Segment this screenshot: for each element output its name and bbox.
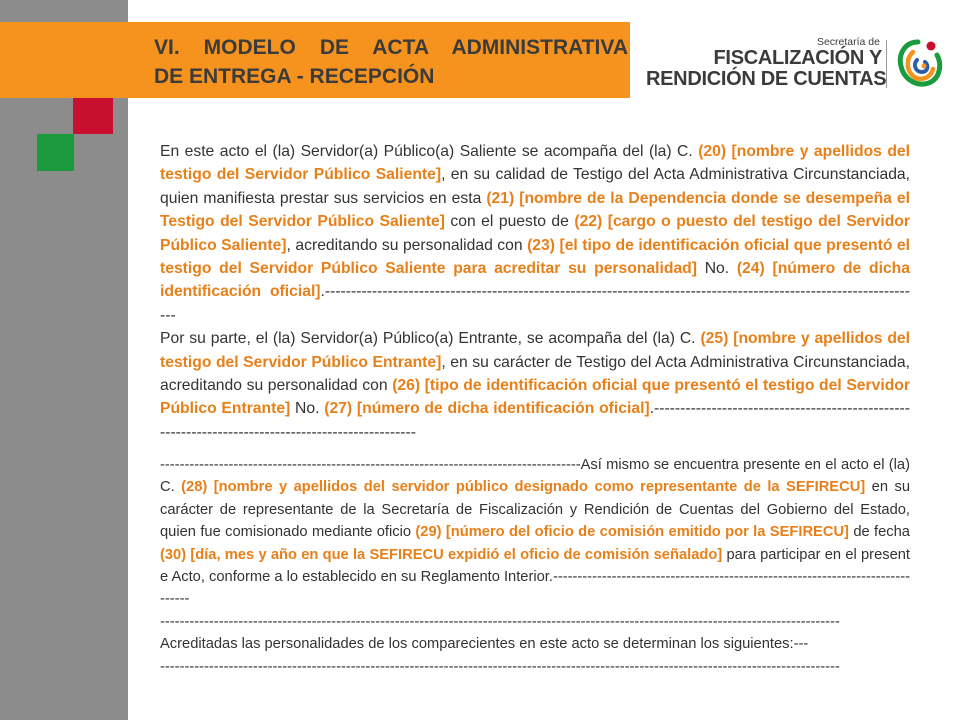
- p2-dashes: .--------------------------------------------------------------------------------------------------: [160, 400, 910, 441]
- logo-text: [646, 36, 887, 92]
- p1-text-4: , acreditando su personalidad con: [286, 236, 528, 254]
- sefirecu-logo: [646, 36, 946, 92]
- secretaria-emblem-icon: [893, 36, 943, 92]
- logo-line-2: RENDICIÓN DE CUENTAS: [646, 68, 887, 90]
- paragraph-3: [160, 454, 910, 611]
- p1-text-1: En este acto el (la) Servidor(a) Público(a) Saliente se acompaña del (la) C.: [160, 143, 699, 160]
- p1-text-2: , en su calidad de Testigo del Acta Administrativa Circunstanciada, quien manifiesta prestar sus servicios en esta: [160, 166, 910, 207]
- p1-dashes: .-------------------------------------------------------------------------------------------------------------------: [160, 283, 910, 324]
- p2-field-25: (25) [nombre y apellidos del testigo del Servidor Público Entrante]: [160, 330, 911, 371]
- p3-text-3: para participar en el presente Acto, conforme a lo establecido en su Reglamento Interior.-------------------------------------------------------------------------------: [160, 546, 910, 608]
- p2-text-2: , en su carácter de Testigo del Acta Administrativa Circunstanciada, acreditando su personalidad con: [160, 353, 910, 395]
- p1-field-21: (21) [nombre de la Dependencia donde se desempeña el Testigo del Servidor Público Saliente]: [160, 189, 910, 231]
- title-banner: [113, 22, 630, 98]
- paragraph-4: [160, 633, 910, 655]
- p2-field-27: (27) [número de dicha identificación oficial]: [324, 400, 650, 418]
- p2-field-26: (26) [tipo de identificación oficial que presentó el testigo del Servidor Público Entrante]: [160, 377, 910, 418]
- p1-field-22: (22) [cargo o puesto del testigo del Servidor Público Saliente]: [160, 213, 910, 254]
- dash-separator-2: -------------------------------------------------------------------------------------------------------------------------------------------: [160, 658, 840, 675]
- paragraph-2: [160, 327, 910, 444]
- p3-field-29: (29) [número del oficio de comisión emitido por la SEFIRECU]: [415, 524, 849, 541]
- title-line-1: VI. MODELO DE ACTA ADMINISTRATIVA: [154, 36, 628, 59]
- p3-field-28: (28) [nombre y apellidos del servidor público designado como representante de la SEFIRECU]: [181, 479, 866, 496]
- orange-block: [0, 22, 113, 98]
- dash-separator-1: -------------------------------------------------------------------------------------------------------------------------------------------: [160, 613, 840, 630]
- p1-field-24: (24) [número de dicha identificación oficial]: [160, 260, 910, 301]
- green-square: [37, 134, 74, 171]
- body-text-lower: [160, 454, 910, 678]
- p3-field-30: (30) [día, mes y año en que la SEFIRECU expidió el oficio de comisión señalado]: [160, 546, 723, 563]
- p1-field-20: (20) [nombre y apellidos del testigo del Servidor Público Saliente]: [160, 143, 911, 184]
- slide-title: [154, 33, 628, 91]
- body-text-upper: [160, 140, 910, 444]
- logo-small-text: Secretaría de: [816, 36, 880, 48]
- logo-separator: [886, 40, 887, 88]
- p3-text-1: en su carácter de representante de la Secretaría de Fiscalización y Rendición de Cuentas del Gobierno del Estado, quien fue comisionado mediante oficio: [160, 479, 910, 541]
- title-line-2: DE ENTREGA - RECEPCIÓN: [154, 65, 435, 88]
- p1-field-23: (23) [el tipo de identificación oficial que presentó el testigo del Servidor Público Saliente para acreditar su personalidad]: [160, 236, 910, 278]
- p3-text-0: --------------------------------------------------------------------------------------Así mismo se encuentra presente en el acto el (la) C.: [160, 457, 910, 496]
- p1-text-3: con el puesto de: [444, 213, 575, 231]
- p1-text-5: No.: [696, 260, 737, 278]
- p3-text-2: de fecha: [848, 524, 910, 541]
- paragraph-1: [160, 140, 910, 327]
- p2-text-3: No.: [290, 400, 325, 418]
- red-square: [73, 98, 113, 134]
- logo-line-1: FISCALIZACIÓN Y: [713, 47, 882, 69]
- p2-text-1: Por su parte, el (la) Servidor(a) Público(a) Entrante, se acompaña del (la) C.: [160, 330, 701, 348]
- p4-text: Acreditadas las personalidades de los comparecientes en este acto se determinan los siguientes:---: [160, 636, 809, 653]
